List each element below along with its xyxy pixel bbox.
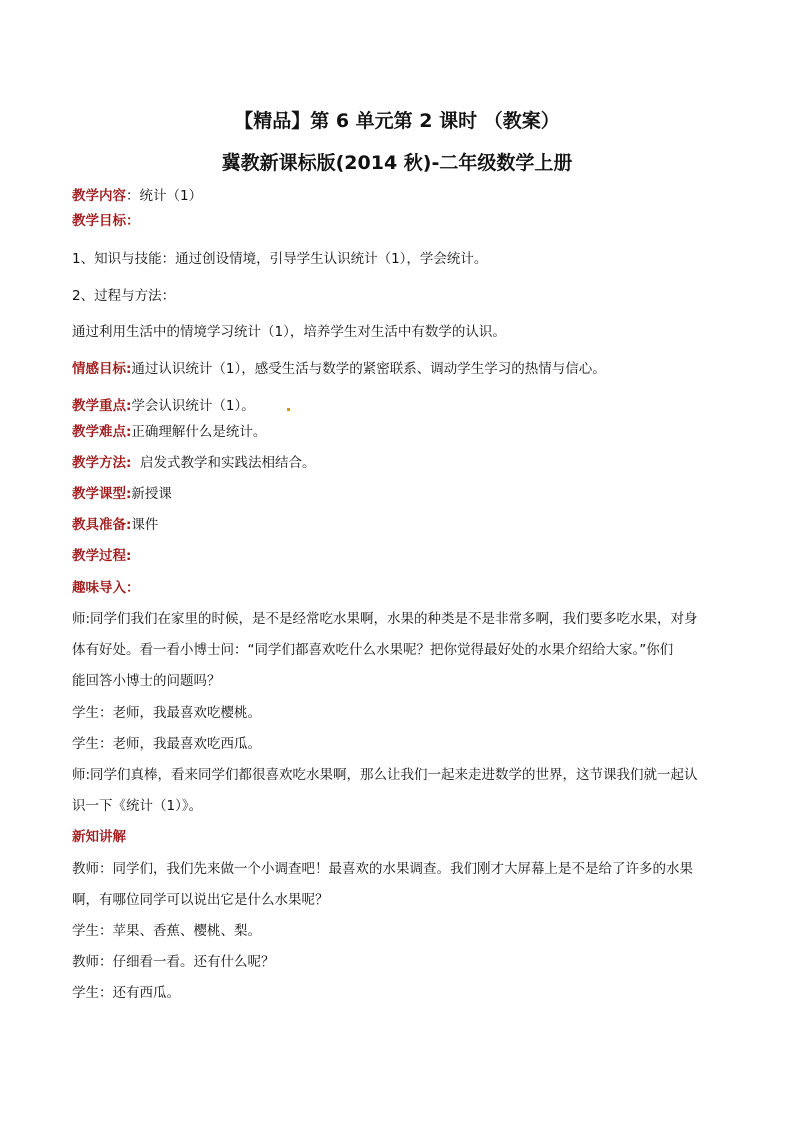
teacher-paragraph-3-line-2: 啊，有哪位同学可以说出它是什么水果呢？ [72, 892, 329, 908]
key-point-label: 教学重点: [72, 398, 132, 414]
lesson-type-label: 教学课型: [72, 486, 132, 502]
intro-line [72, 578, 732, 598]
goal-knowledge-skills: 1、知识与技能：通过创设情境，引导学生认识统计（1），学会统计。 [72, 251, 488, 267]
difficulty-line [72, 422, 732, 442]
goal-process-method: 2、过程与方法： [72, 288, 176, 304]
key-point-line [72, 396, 732, 416]
new-knowledge-line [72, 827, 732, 847]
teacher-paragraph-2-line-1: 师:同学们真棒，看来同学们都很喜欢吃水果啊，那么让我们一起来走进数学的世界，这节课我们就一起认 [72, 767, 698, 783]
document-subtitle: 冀教新课标版(2014 秋)-二年级数学上册 [221, 152, 573, 174]
teacher-paragraph-1-line-2: 体有好处。看一看小博士问：“同学们都喜欢吃什么水果呢？把你觉得最好处的水果介绍给大家。”你们 [72, 642, 674, 658]
tools-label: 教具准备: [72, 517, 132, 533]
student-reply-1: 学生：老师，我最喜欢吃樱桃。 [72, 705, 261, 721]
teaching-content-line [72, 186, 732, 206]
teaching-content-text: ：统计（1） [126, 188, 203, 204]
teacher-paragraph-1-line-1: 师:同学们我们在家里的时候，是不是经常吃水果啊，水果的种类是不是非常多啊，我们要多吃水果，对身 [72, 611, 698, 627]
student-reply-4: 学生：还有西瓜。 [72, 985, 180, 1001]
method-text: 启发式教学和实践法相结合。 [131, 455, 316, 471]
method-label: 教学方法: [72, 455, 132, 471]
teacher-paragraph-3-line-1: 教师：同学们，我们先来做一个小调查吧！最喜欢的水果调查。我们刚才大屏幕上是不是给了许多的水果 [72, 861, 693, 877]
teaching-goals-line [72, 211, 732, 231]
student-reply-3: 学生：苹果、香蕉、樱桃、梨。 [72, 923, 261, 939]
emotion-goal-text: 通过认识统计（1），感受生活与数学的紧密联系、调动学生学习的热情与信心。 [131, 361, 606, 377]
tools-text: 课件 [131, 517, 159, 533]
difficulty-text: 正确理解什么是统计。 [131, 424, 267, 440]
process-line [72, 546, 732, 566]
tools-line [72, 515, 732, 535]
teacher-paragraph-1-line-3: 能回答小博士的问题吗？ [72, 673, 221, 689]
stray-mark [287, 408, 290, 411]
emotion-goal-line [72, 359, 732, 379]
lesson-type-line [72, 484, 732, 504]
student-reply-2: 学生：老师，我最喜欢吃西瓜。 [72, 736, 261, 752]
intro-label: 趣味导入： [72, 580, 140, 596]
lesson-type-text: 新授课 [131, 486, 172, 502]
teacher-paragraph-2-line-2: 识一下《统计（1）》。 [72, 798, 203, 814]
document-title: 【精品】第 6 单元第 2 课时 （教案） [234, 110, 560, 132]
teaching-content-label: 教学内容 [72, 188, 126, 204]
teacher-question: 教师：仔细看一看。还有什么呢？ [72, 954, 275, 970]
goal-process-method-text: 通过利用生活中的情境学习统计（1），培养学生对生活中有数学的认识。 [72, 324, 506, 340]
new-knowledge-label: 新知讲解 [72, 829, 126, 845]
emotion-goal-label: 情感目标: [72, 361, 132, 377]
key-point-text: 学会认识统计（1）。 [131, 398, 255, 414]
teaching-goals-label: 教学目标： [72, 213, 140, 229]
process-label: 教学过程: [72, 548, 132, 564]
method-line [72, 453, 732, 473]
difficulty-label: 教学难点: [72, 424, 132, 440]
